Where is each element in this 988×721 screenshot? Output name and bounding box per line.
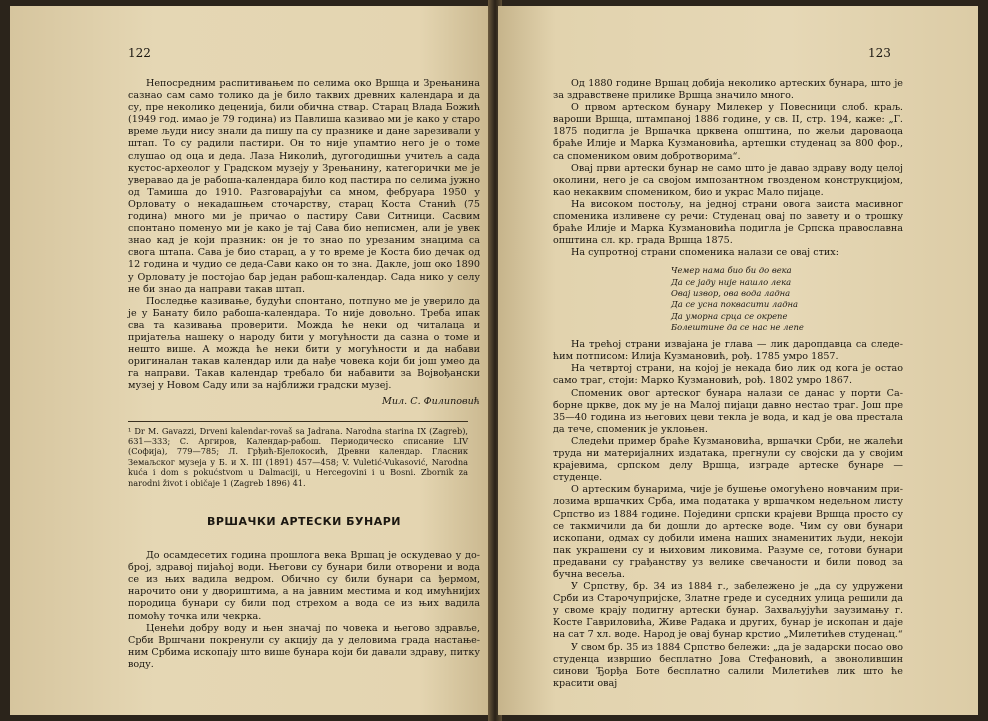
poem-line: Овај извор, ова вода ладна [671,288,791,298]
paragraph: Од 1880 године Вршац добија неколико артеских бунара, што је за здравствене прилике Вршца значило много. [553,78,903,102]
paragraph: Ценећи добру воду и њен значај по човека и његово здравље, Срби Вршчани покренули су акцију да у деловима града настањеним Србима ископају што више бунара који би давали здраву, питку воду. [128,622,480,670]
poem-line: Болештине да се нас не лепе [671,321,804,332]
left-page [10,6,492,715]
poem-line: Да се усна поквасити ладна [671,299,799,310]
poem-line: Да уморна срца се окрепе [671,310,788,321]
poem-line: Да се јаду није нашло лека [671,276,792,287]
page-number: 122 [128,46,151,60]
left-text-column [128,78,480,671]
page-number: 123 [868,46,891,60]
paragraph: У свом бр. 35 из 1884 Српство бележи: „да је задарски посао ово студенца извршио бесплатно Јова Стефановић, а звонолившин синови Ђорђа Боте бесплатно салили Милетићев лик што ће красити овај [553,641,903,689]
footnote: ¹ Dr M. Gavazzi, Drveni kalendar-rovaš sa Jadrana. Narodna starina IX (Zagreb), 631—333; С. Аргиров, Календар-рабош. Периодическо списание LIV (Софија), 779—785; Л. Грђић-Бјелокосић, Древни календар. Гласник Земаљског музеја у Б. и Х. III (1891) 457—458; V. Vuletić-Vukasović, Narodna kuća i dom s pokućstvom u Dalmaciji, u Hercegovini i u Bosni. Zbornik za narodni život i običaje 1 (Zagreb 1896) 41. [128,421,468,488]
author-signature: Мил. С. Филиповић [382,396,480,408]
paragraph: На супротној страни споменика налази се овај стих: [571,247,839,259]
paragraph: На трећој страни изваjана је глава — лик даропдавца са следећим потписом: Илија Кузмановић, рођ. 1785 умро 1857. [553,339,903,363]
paragraph: У Српству, бр. 34 из 1884 г., забележено је „да су удружени Срби из Старочупријске, Златне греде и суседних улица решили да у своме крају подигну артески бунар. Захваљујући заузимању г. Косте Гавриловића, Живе Радака и других, бунар је ископан и даје на сат 7 хл. воде. Народ је овај бунар крстио „Милетићев студенац.“ [553,581,903,641]
poem [671,265,903,333]
paragraph: До осамдесетих година прошлога века Вршац је оскудевао у доброј, здравој пијаћој води. Његови су бунари били отворени и вода се из њих вадила ведром. Обично су били бунари са ђермом, нарочито они у двориштима, а на јавним местима и код имућнијих породица бунари су били под стрехом а вода се из њих вадила помоћу точка или чекрка. [128,550,480,622]
paragraph: Следећи пример браће Кузмановића, вршачки Срби, не жалећи труда ни материјалних издатака, прегнули су својски да у својим крајевима, српском делу Вршца, изграде артеске бунаре — студенце. [553,435,903,484]
paragraph: О артеским бунарима, чије је бушење омогућено новчаним прилозима вршачких Срба, има података у вршачком недељном листу Српство из 1884 године. Поједини српски крајеви Вршца просто су се такмичили да би дошли до артеске воде. Чим су ови бунари ископани, одмах су добили имена наших знаменитих људи, некоји пак украшени су и њиховим ликовима. Разуме се, готови бунари предавани су грађанству уз велике свечаности и били повод за бучна весеља. [553,484,903,580]
right-text-column [553,78,903,690]
paragraph: На четвртој страни, на којој је некада био лик од кога је остао само траг, стоји: Марко Кузмановић, рођ. 1802 умро 1867. [553,363,903,387]
paragraph: Непосредним распитивањем по селима око Вршца и Зрењанина сазнао сам само толико да је било таквих древних календара и да су, пре неколико деценија, били обична ствар. Старац Влада Божић (1949 год. имао је 79 година) из Павлиша казивао ми је како у старо време људи нису знали да пишу па су празнике и дане зарезивали у штап. То су радили пастири. Он то није упамтио него је о томе слушао од оца и деда. Лаза Николић, дугогодишњи учитељ а сада кустос-археолог у Градском музеју у Зрењанину, категорички ме је уверавао да је рабоша-календара било код пастира по селима јужно од Тамиша до 1910. Разговарајући са мном, фебруара 1950 у Орловату о некадашњем сточарству, старац Коста Станић (75 година) много ми је причао о пастиру Сави Ситници. Сасвим спонтано поменуо ми је како је тај Сава био неписмен, али је увек знао кад је који празник: он је то знао по урезаним знацима са свога штапа. Сава је био старац, а у то време је Коста био дечак од 12 година и чудио се деда-Сави како он то зна. Дакле, још око 1890 у Орловату је постојао бар један рабош-календар. Сада нико у селу не би знао да направи такав штап. [128,78,480,295]
paragraph: Овај први артески бунар не само што је давао здраву воду целој околини, него је са својом импозантном гвозденом конструкцијом, као некаквим спомеником, био и украс Мало пијаце. [553,162,903,198]
poem-line: Чемер нама био би до века [671,265,792,276]
right-page [498,6,978,715]
paragraph: Последње казивање, будући спонтано, потпуно ме је уверило да је у Банату било рабоша-календара. То није довољно. Треба ипак сва та казивања проверити. Можда ће неки од читалаца и пријатеља нашеку о народу бити у могућности да сазна о томе и нешто више. А можда ће неки бити у могућности и да набави оригиналан такав календар или да нађе човека који би још умео да га направи. Такав календар требало би набавити за Војвођански музеј у Новом Саду или за најближи градски музеј. [128,295,480,392]
paragraph: Споменик овог артеског бунара налази се данас у порти Саборне цркве, док му је на Малој пијаци давно нестао траг. Још пре 35—40 година из његових цеви текла је вода, и кад је ова престала да тече, споменик је уклоњен. [553,387,903,435]
paragraph: О првом артеском бунару Милекер у Повесници слоб. краљ. вароши Вршца, штампаној 1886 године, у св. II, стр. 194, каже: „Г. 1875 подигла је Вршачка црквена општина, по жељи дароваоца браће Илије и Марка Кузмановића, артешки студенац за 800 фор., са спомеником овим добротворима“. [553,102,903,162]
paragraph: На високом постољу, на једној страни овога заиста масивног споменика изливене су речи: Студенац овај по завету и о трошку браће Илије и Марка Кузмановића подигла је Српска православна општина сл. кр. града Вршца 1875. [553,198,903,247]
section-heading: ВРШАЧКИ АРТЕСКИ БУНАРИ [206,514,401,528]
